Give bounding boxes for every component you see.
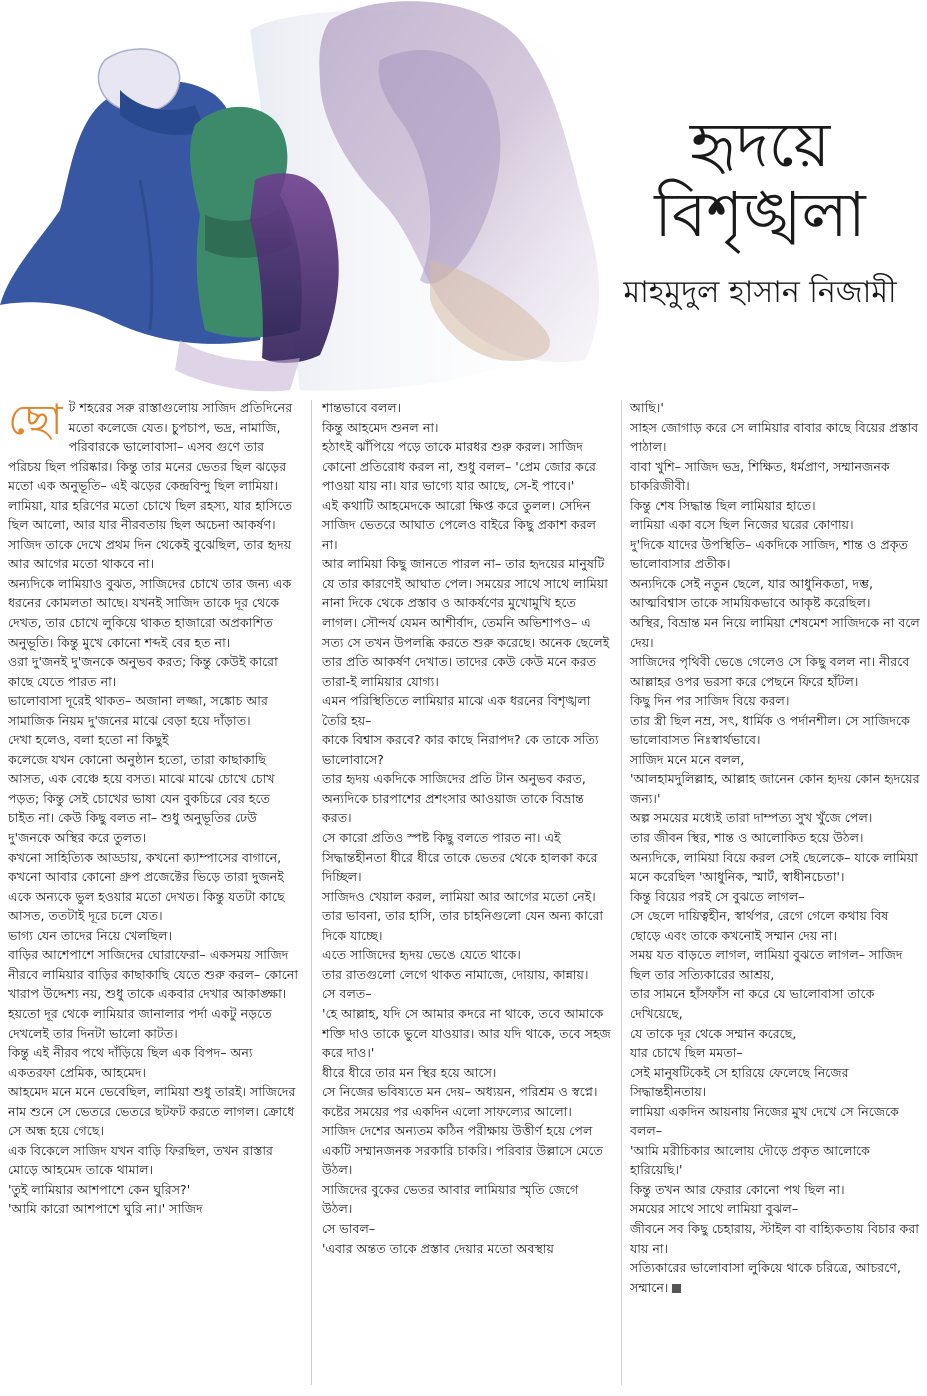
paragraph: 'আমি মরীচিকার আলোয় দৌড়ে প্রকৃত আলোকে হারিয়েছি।' [630,1142,870,1178]
paragraph: লামিয়া একদিন আয়নায় নিজের মুখ দেখে সে নিজেকে বলল– [630,1103,899,1139]
paragraph: কিন্তু বিয়ের পরই সে বুঝতে লাগল– [630,888,805,904]
paragraph: কাকে বিশ্বাস করবে? কার কাছে নিরাপদ? কে তাকে সত্যি ভালোবাসে? [322,732,599,767]
headline-line-2: বিশৃঙ্খলা [654,178,866,251]
paragraph: ট শহরের সরু রাস্তাগুলোয় সাজিদ প্রতিদিনের মতো কলেজে যেত। চুপচাপ, ভদ্র, নামাজি, পরিবারকে ভালোবাসা– এসব গুণে তার পরিচয় ছিল পরিষ্কার। কিন্তু তার মনের ভেতর ছিল ঝড়ের মতো এক অনুভূতি– এই ঝড়ের কেন্দ্রবিন্দু ছিল লামিয়া। [8,400,293,494]
paragraph: 'আমি কারো আশপাশে ঘুরি না।' সাজিদ [8,1201,203,1217]
paragraph: কষ্টের সময়ের পর একদিন এলো সাফল্যের আলো। [322,1103,572,1119]
paragraph: দেখা হলেও, বলা হতো না কিছুই [8,732,169,748]
paragraph: বাবা খুশি– সাজিদ ভদ্র, শিক্ষিত, ধর্মপ্রাণ, সম্মানজনক চাকরিজীবী। [630,458,890,494]
paragraph: শান্তভাবে বলল। [322,400,402,415]
drop-cap: ছো [8,398,63,444]
paragraph: দু'দিকে যাদের উপস্থিতি– একদিকে সাজিদ, শান্ত ও প্রকৃত ভালোবাসার প্রতীক। [630,536,909,572]
paragraph: ওরা দু'জনই দু'জনকে অনুভব করত; কিন্তু কেউই কারো কাছে যেতে পারত না। [8,654,278,689]
paragraph: ভালোবাসা দূরেই থাকত– অজানা লজ্জা, সঙ্কোচ আর সামাজিক নিয়ম দু'জনের মাঝে বেড়া হয়ে দাঁড়াত। [8,693,268,728]
paragraph: তার রাতগুলো লেগে থাকত নামাজে, দোয়ায়, কান্নায়। [322,966,589,982]
paragraph: কিন্তু তখন আর ফেরার কোনো পথ ছিল না। [630,1181,845,1197]
paragraph-text: সত্যিকারের ভালোবাসা লুকিয়ে থাকে চরিত্রে, আচরণে, সম্মানে। [630,1260,901,1295]
paragraph: ভাগ্য যেন তাদের নিয়ে খেলছিল। [8,927,173,943]
paragraph: বাড়ির আশেপাশে সাজিদের ঘোরাফেরা– একসময় সাজিদ নীরবে লামিয়ার বাড়ির কাছাকাছি যেতে শুরু করল– কোনো খারাপ উদ্দেশ্য নয়, শুধু তাকে একবার দেখার আকাঙ্ক্ষা। হয়তো দূর থেকে লামিয়ার জানালার পর্দা একটু নড়তে দেখলেই তার দিনটা ভালো কাটত। [8,947,298,1041]
paragraph: আহমেদ মনে মনে ভেবেছিল, লামিয়া শুধু তারই। সাজিদের নাম শুনে সে ভেতরে ভেতরে ছটফট করতে লাগল। ক্রোধে সে অন্ধ হয়ে গেছে। [8,1084,296,1139]
paragraph: এতে সাজিদের হৃদয় ভেঙে যেতে থাকে। [322,947,521,963]
paragraph: 'আলহামদুলিল্লাহ, আল্লাহ জানেন কোন হৃদয় কোন হৃদয়ের জন্য।' [630,771,920,806]
end-mark-icon [672,1284,681,1293]
paragraph: তার স্ত্রী ছিল নম্র, সৎ, ধার্মিক ও পর্দানশীল। সে সাজিদকে ভালোবাসত নিঃস্বার্থভাবে। [630,712,910,748]
paragraph: কিছু দিন পর সাজিদ বিয়ে করল। [630,693,790,709]
paragraph: কিন্তু এই নীরব পথে দাঁড়িয়ে ছিল এক বিপদ– অন্য একতরফা প্রেমিক, আহমেদ। [8,1045,253,1080]
paragraph: অন্যদিকে, লামিয়া বিয়ে করল সেই ছেলেকে– যাকে লামিয়া মনে করেছিল 'আধুনিক, স্মার্ট, স্বাধীনচেতা'। [630,849,918,885]
paragraph: লামিয়া, যার হরিণের মতো চোখে ছিল রহস্য, যার হাসিতে ছিল আলো, আর যার নীরবতায় ছিল অচেনা আকর্ষণ। সাজিদ তাকে দেখে প্রথম দিন থেকেই বুঝেছিল, তার হৃদয় আর আগের মতো থাকবে না। [8,497,293,572]
paragraph: অস্থির, বিভ্রান্ত মন নিয়ে লামিয়া শেষমেশ সাজিদকে না বলে দেয়। [630,615,920,650]
paragraph: অন্যদিকে লামিয়াও বুঝত, সাজিদের চোখে তার জন্য এক ধরনের কোমলতা আছে। যখনই সাজিদ তাকে দূর থেকে দেখত, তার চোখে লুকিয়ে থাকত হাজারো অপ্রকাশিত অনুভূতি। কিন্তু মুখে কোনো শব্দই বের হত না। [8,575,292,650]
paragraph: হঠাৎই ঝাঁপিয়ে পড়ে তাকে মারধর শুরু করল। সাজিদ কোনো প্রতিরোধ করল না, শুধু বলল– 'প্রেম জোর করে পাওয়া যায় না। যার ভাগ্যে যার আছে, সে-ই পাবে।' [322,439,596,494]
paragraph: অল্প সময়ের মধ্যেই তারা দাম্পত্য সুখ খুঁজে পেল। [630,810,873,826]
paragraph: তার জীবন স্থির, শান্ত ও আলোকিত হয়ে উঠল। [630,830,864,846]
paragraph: সময়ের সাথে সাথে লামিয়া বুঝল– [630,1201,799,1217]
paragraph: সাজিদের বুকের ভেতর আবার লামিয়ার স্মৃতি জেগে উঠল। [322,1181,579,1217]
paragraph: সাহস জোগাড় করে সে লামিয়ার বাবার কাছে বিয়ের প্রস্তাব পাঠাল। [630,419,919,455]
article-column-3 [630,398,920,1388]
paragraph: এই কথাটি আহমেদকে আরো ক্ষিপ্ত করে তুলল। সেদিন সাজিদ ভেতরে আঘাত পেলেও বাইরে কিছু প্রকাশ করল না। [322,497,597,552]
article-body [0,398,927,1388]
paragraph: সাজিদও খেয়াল করল, লামিয়া আর আগের মতো নেই। [322,888,596,904]
paragraph: সে নিজের ভবিষ্যতে মন দেয়– অধ্যয়ন, পরিশ্রম ও স্বপ্নে। [322,1084,598,1100]
paragraph: 'হে আল্লাহ, যদি সে আমার কদরে না থাকে, তবে আমাকে শক্তি দাও তাকে ভুলে যাওয়ার। আর যদি থাকে, তবে সহজ করে দাও।' [322,1005,611,1061]
paragraph: ধীরে ধীরে তার মন স্থির হয়ে আসে। [322,1064,497,1080]
paragraph: তার ভাবনা, তার হাসি, তার চাহনিগুলো যেন অন্য কারো দিকে যাচ্ছে। [322,908,604,943]
paragraph: অন্যদিকে সেই নতুন ছেলে, যার আধুনিকতা, দম্ভ, আত্মবিশ্বাস তাকে সাময়িকভাবে আকৃষ্ট করেছিল। [630,575,874,611]
headline-block [600,110,920,319]
paragraph: আছি।' [630,400,664,415]
author-byline: মাহমুদুল হাসান নিজামী [623,275,897,310]
paragraph: তার হৃদয় একদিকে সাজিদের প্রতি টান অনুভব করত, অন্যদিকে চারপাশের প্রশংসার আওয়াজ তাকে বিভ্রান্ত করত। [322,771,586,826]
paragraph: লামিয়া একা বসে ছিল নিজের ঘরের কোণায়। [630,517,854,533]
paragraph: সময় যত বাড়তে লাগল, লামিয়া বুঝতে লাগল– সাজিদ ছিল তার সত্যিকারের আশ্রয়, [630,947,903,982]
paragraph: জীবনে সব কিছু চেহারায়, স্টাইল বা বাহ্যিকতায় বিচার করা যায় না। [630,1220,919,1256]
paragraph: কখনো সাহিত্যিক আড্ডায়, কখনো ক্যাম্পাসের বাগানে, কখনো আবার কোনো গ্রুপ প্রজেক্টের ভিড়ে তারা দুজনই একে অন্যকে ভুল হওয়ার মতো দেখত। কিন্তু যতটা কাছে আসত, ততটাই দূরে চলে যেত। [8,849,285,924]
paragraph: সে ছেলে দায়িত্বহীন, স্বার্থপর, রেগে গেলে কথায় বিষ ছোড়ে এবং তাকে কখনোই সম্মান দেয় না। [630,908,889,943]
paragraph: এমন পরিস্থিতিতে লামিয়ার মাঝে এক ধরনের বিশৃঙ্খলা তৈরি হয়– [322,693,591,728]
article-column-1 [8,398,298,1388]
paragraph: সে কারো প্রতিও স্পষ্ট কিছু বলতে পারত না। এই সিদ্ধান্তহীনতা ধীরে ধীরে তাকে ভেতর থেকে হালকা করে দিচ্ছিল। [322,830,598,885]
headline-line-1: হৃদয়ে [689,108,831,181]
paragraph: সে বলত– [322,986,372,1002]
paragraph: যে তাকে দূর থেকে সম্মান করেছে, [630,1025,797,1041]
paragraph: তার সামনে হাঁসফাঁস না করে যে ভালোবাসা তাকে দেখিয়েছে, [630,986,875,1021]
paragraph: কলেজে যখন কোনো অনুষ্ঠান হতো, তারা কাছাকাছি আসত, এক বেঞ্চে হয়ে বসত। মাঝে মাঝে চোখে চোখ পড়ত; কিন্তু সেই চোখের ভাষা যেন বুকচিরে বের হতে চাইত না। কেউ কিছু বলত না– শুধু অনুভূতির ঢেউ দু'জনকে অস্থির করে তুলত। [8,751,275,846]
paragraph: যার চোখে ছিল মমতা– [630,1045,743,1061]
paragraph: সে ভাবল– [322,1220,376,1236]
paragraph: সাজিদ মনে মনে বলল, [630,751,745,767]
paragraph [630,1258,920,1297]
paragraph: আর লামিয়া কিছু জানতে পারল না– তার হৃদয়ের মানুষটি যে তার কারণেই আঘাত পেল। সময়ের সাথে সাথে লামিয়া নানা দিকে থেকে প্রস্তাব ও আকর্ষণের মুখোমুখি হতে লাগল। সৌন্দর্য যেমন আশীর্বাদ, তেমনি অভিশাপও– এ সত্য সে তখন উপলব্ধি করতে শুরু করেছে। অনেক ছেলেই তার প্রতি আকর্ষণ দেখাত। তাদের কেউ কেউ মনে করত তারা-ই লামিয়ার যোগ্য। [322,556,610,689]
paragraph: 'এবার অন্তত তাকে প্রস্তাব দেয়ার মতো অবস্থায় [322,1240,554,1256]
paragraph: 'তুই লামিয়ার আশপাশে কেন ঘুরিস?' [8,1181,191,1197]
paragraph: কিন্তু আহমেদ শুনল না। [322,419,439,435]
paragraph: সাজিদের পৃথিবী ভেঙে গেলেও সে কিছু বলল না। নীরবে আল্লাহর ওপর ভরসা করে পেছনে ফিরে হাঁটল। [630,654,910,689]
paragraph: কিন্তু শেষ সিদ্ধান্ত ছিল লামিয়ার হাতে। [630,497,816,513]
paragraph: সাজিদ দেশের অন্যতম কঠিন পরীক্ষায় উত্তীর্ণ হয়ে পেল একটি সম্মানজনক সরকারি চাকরি। পরিবার উল্লাসে মেতে উঠল। [322,1123,603,1178]
paragraph: এক বিকেলে সাজিদ যখন বাড়ি ফিরছিল, তখন রাস্তার মোড়ে আহমেদ তাকে থামাল। [8,1142,273,1178]
article-column-2 [322,398,612,1388]
paragraph: সেই মানুষটিকেই সে হারিয়ে ফেলেছে নিজের সিদ্ধান্তহীনতায়। [630,1064,849,1100]
